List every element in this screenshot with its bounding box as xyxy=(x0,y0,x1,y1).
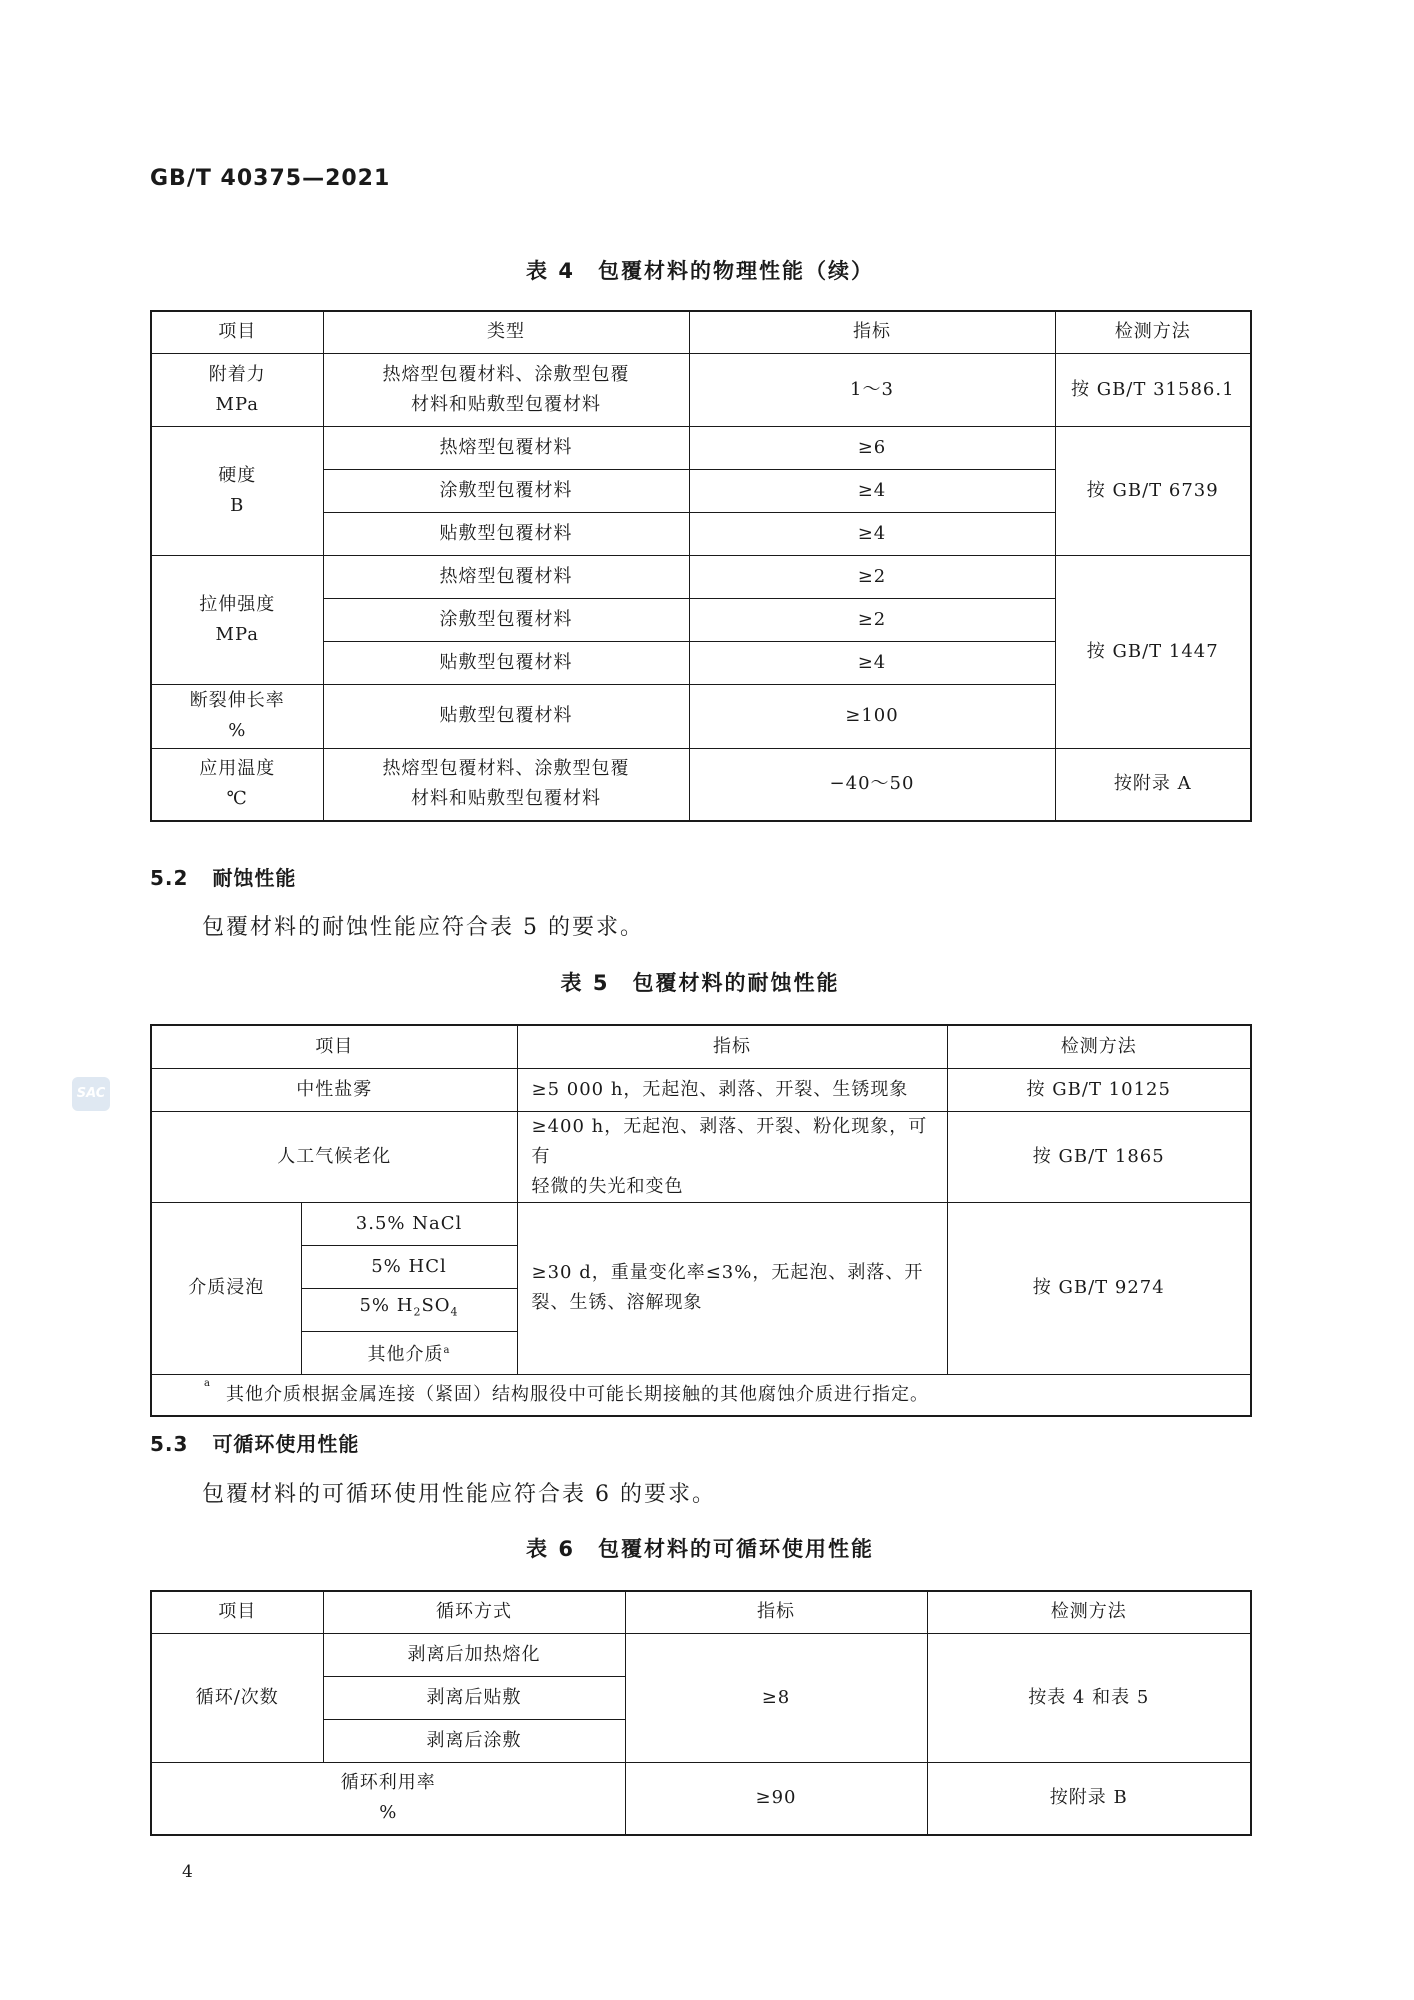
table-cell: 剥离后贴敷 xyxy=(323,1676,625,1719)
table-cell: 按 GB/T 10125 xyxy=(947,1068,1251,1111)
table-row xyxy=(151,1633,1251,1676)
table-row xyxy=(151,1202,1251,1245)
table-cell: ≥4 xyxy=(689,641,1055,684)
table-row xyxy=(151,1111,1251,1202)
table-cell: ≥400 h，无起泡、剥落、开裂、粉化现象，可有 轻微的失光和变色 xyxy=(517,1111,947,1202)
table4 xyxy=(150,310,1252,822)
table-footnote-row xyxy=(151,1374,1251,1416)
table-cell: 剥离后加热熔化 xyxy=(323,1633,625,1676)
table6-header: 项目 xyxy=(151,1591,323,1633)
section-5-2-paragraph: 包覆材料的耐蚀性能应符合表 5 的要求。 xyxy=(202,915,644,940)
table-cell: 按 GB/T 9274 xyxy=(947,1202,1251,1374)
table-cell: ≥4 xyxy=(689,512,1055,555)
table-cell: 按附录 A xyxy=(1055,748,1251,821)
table-cell: ≥30 d，重量变化率≤3%，无起泡、剥落、开 裂、生锈、溶解现象 xyxy=(517,1202,947,1374)
table-cell: ≥5 000 h，无起泡、剥落、开裂、生锈现象 xyxy=(517,1068,947,1111)
table-cell: 按 GB/T 1447 xyxy=(1055,555,1251,748)
table6-header: 检测方法 xyxy=(927,1591,1251,1633)
table-cell: 贴敷型包覆材料 xyxy=(323,684,689,748)
table-cell: −40～50 xyxy=(689,748,1055,821)
table-cell: 其他介质$^a$ xyxy=(301,1331,517,1374)
table-cell: 按 GB/T 1865 xyxy=(947,1111,1251,1202)
table-row xyxy=(151,353,1251,426)
table4-header: 检测方法 xyxy=(1055,311,1251,353)
table-cell: 人工气候老化 xyxy=(151,1111,517,1202)
table-cell: 热熔型包覆材料 xyxy=(323,555,689,598)
table-row xyxy=(151,555,1251,598)
table6 xyxy=(150,1590,1252,1836)
table-cell: 剥离后涂敷 xyxy=(323,1719,625,1762)
table-cell: 贴敷型包覆材料 xyxy=(323,512,689,555)
table-cell: 介质浸泡 xyxy=(151,1202,301,1374)
table6-header: 循环方式 xyxy=(323,1591,625,1633)
table-cell: 5% HCl xyxy=(301,1245,517,1288)
table-cell: 中性盐雾 xyxy=(151,1068,517,1111)
table-cell: 热熔型包覆材料 xyxy=(323,426,689,469)
table-row xyxy=(151,1762,1251,1835)
table-cell: 循环利用率 % xyxy=(151,1762,625,1835)
table-row xyxy=(151,426,1251,469)
table-cell: 贴敷型包覆材料 xyxy=(323,641,689,684)
table4-header: 指标 xyxy=(689,311,1055,353)
table-cell: ≥8 xyxy=(625,1633,927,1762)
table-cell: 应用温度 ℃ xyxy=(151,748,323,821)
table4-title: 表 4 包覆材料的物理性能（续） xyxy=(526,259,874,283)
table4-header: 类型 xyxy=(323,311,689,353)
standard-number: GB/T 40375—2021 xyxy=(150,166,391,191)
table-cell: 拉伸强度 MPa xyxy=(151,555,323,684)
table-cell: ≥90 xyxy=(625,1762,927,1835)
table5 xyxy=(150,1024,1252,1417)
table5-header: 检测方法 xyxy=(947,1025,1251,1068)
table-cell: 断裂伸长率 % xyxy=(151,684,323,748)
table-cell: 硬度 B xyxy=(151,426,323,555)
table6-header: 指标 xyxy=(625,1591,927,1633)
section-5-3-paragraph: 包覆材料的可循环使用性能应符合表 6 的要求。 xyxy=(202,1482,716,1507)
sac-logo-icon: SAC xyxy=(72,1077,110,1111)
page-number: 4 xyxy=(182,1862,193,1882)
table-cell: ≥100 xyxy=(689,684,1055,748)
table4-header-row xyxy=(151,311,1251,353)
table-cell: ≥2 xyxy=(689,598,1055,641)
table-cell: 按表 4 和表 5 xyxy=(927,1633,1251,1762)
table5-header-row xyxy=(151,1025,1251,1068)
table-cell: 按 GB/T 31586.1 xyxy=(1055,353,1251,426)
section-5-3-heading: 5.3 可循环使用性能 xyxy=(150,1432,360,1456)
table-cell: ≥2 xyxy=(689,555,1055,598)
table-cell: ≥6 xyxy=(689,426,1055,469)
table5-footnote: a 其他介质根据金属连接（紧固）结构服役中可能长期接触的其他腐蚀介质进行指定。 xyxy=(151,1374,1251,1416)
table-cell: ≥4 xyxy=(689,469,1055,512)
table5-title: 表 5 包覆材料的耐蚀性能 xyxy=(560,971,840,995)
table6-header-row xyxy=(151,1591,1251,1633)
table-cell: 1～3 xyxy=(689,353,1055,426)
table-cell: 涂敷型包覆材料 xyxy=(323,598,689,641)
table4-header: 项目 xyxy=(151,311,323,353)
table-cell: 循环/次数 xyxy=(151,1633,323,1762)
table-cell: 3.5% NaCl xyxy=(301,1202,517,1245)
table-cell: 附着力 MPa xyxy=(151,353,323,426)
table-cell: 热熔型包覆材料、涂敷型包覆 材料和贴敷型包覆材料 xyxy=(323,353,689,426)
table-cell: 按附录 B xyxy=(927,1762,1251,1835)
table-row xyxy=(151,748,1251,821)
table5-header: 项目 xyxy=(151,1025,517,1068)
table-cell: 涂敷型包覆材料 xyxy=(323,469,689,512)
table5-header: 指标 xyxy=(517,1025,947,1068)
section-5-2-heading: 5.2 耐蚀性能 xyxy=(150,866,297,890)
table-row xyxy=(151,1068,1251,1111)
table6-title: 表 6 包覆材料的可循环使用性能 xyxy=(526,1537,874,1561)
table-cell: 5% $H_2SO_4$ xyxy=(301,1288,517,1331)
table-cell: 热熔型包覆材料、涂敷型包覆 材料和贴敷型包覆材料 xyxy=(323,748,689,821)
table-cell: 按 GB/T 6739 xyxy=(1055,426,1251,555)
